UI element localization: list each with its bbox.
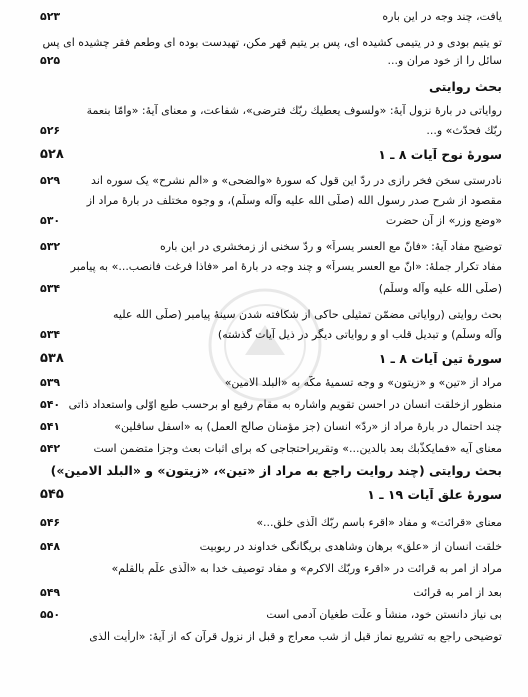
line-text: یافت، چند وجه در این باره <box>382 10 502 23</box>
text-line <box>40 442 502 456</box>
text-line <box>40 194 502 208</box>
line-text: سائل را از خود مران و... <box>387 54 502 67</box>
page-number: ۵۴۹ <box>40 586 61 599</box>
text-line <box>40 352 502 366</box>
text-line <box>40 282 502 296</box>
page-number: ۵۳۸ <box>40 352 64 366</box>
line-text: بحث روایتی (چند روایت راجع به مراد از «تین»، «زیتون» و «البلد الامین») <box>50 464 502 478</box>
line-text: توضیحی راجع به تشریع نماز قبل از شب معراج و قبل از نزول قرآن که از آیۀ: «ارأیت الذی <box>89 630 502 643</box>
page-number: ۵۲۹ <box>40 174 61 187</box>
page-number: ۵۵۰ <box>40 608 61 621</box>
line-text: وآله وسلّم) و تبدیل قلب او و روایاتی دیگر در ذیل آیات گذشته) <box>217 328 502 341</box>
line-text: تو یتیم بودی و در یتیمی کشیده ای، پس بر یتیم قهر مکن، تهیدست بوده ای وطعم فقر چشیده ای پس <box>42 36 502 49</box>
line-text: منظور ازخلقت انسان در احسن تقویم واشاره به مقام رفیع او برحسب طبع اوّلی واستعداد ذاتی <box>68 398 502 411</box>
text-line <box>40 398 502 412</box>
page-number: ۵۳۰ <box>40 214 61 227</box>
line-text: خلقت انسان از «علق» برهان وشاهدی بریگانگی خداوند در ربوبیت <box>199 540 502 553</box>
page-number: ۵۴۱ <box>40 420 61 433</box>
line-text: سورۀ علق آیات ۱۹ ـ ۱ <box>367 488 502 502</box>
text-line <box>40 10 502 24</box>
page-number: ۵۳۴ <box>40 328 61 341</box>
line-text: بحث روایتی (روایاتی مضمّن تمثیلی حاکی از شکافته شدن سینۀ پیامبر (صلّی الله علیه <box>113 308 502 321</box>
line-text: روایاتی در بارۀ نزول آیۀ: «ولسوف یعطیك ربّك فترضی»، شفاعت، و معنای آیۀ: «وامّا بنعمة <box>86 104 502 117</box>
line-text: (صلّی الله علیه وآله وسلّم) <box>378 282 502 295</box>
page-number: ۵۴۸ <box>40 540 61 553</box>
line-text: مراد از امر به قرائت در «اقرء وربّك الاكرم» و مفاد توصیف خدا به «الّذی علّم بالقلم» <box>111 562 502 575</box>
text-line <box>40 608 502 622</box>
line-text: ربّك فحدّث» و... <box>426 124 502 137</box>
text-line <box>40 630 502 644</box>
line-text: معنای «قرائت» و مفاد «اقرء باسم ربّك الّذی خلق...» <box>256 516 502 529</box>
text-line <box>40 420 502 434</box>
line-text: بحث روایتی <box>429 80 502 94</box>
line-text: بعد از امر به قرائت <box>413 586 502 599</box>
page-number: ۵۴۰ <box>40 398 61 411</box>
text-line <box>40 376 502 390</box>
line-text: سورۀ تین آیات ۸ ـ ۱ <box>378 352 502 366</box>
text-line <box>40 80 502 94</box>
line-text: معنای آیه «فمایکذّبك بعد بالدین...» وتقریراحتجاجی که برای اثبات بعث وجزا متضمن است <box>93 442 502 455</box>
line-text: «وضع وزر» از آن حضرت <box>385 214 502 227</box>
text-line <box>40 516 502 530</box>
text-line <box>40 148 502 162</box>
page-number: ۵۳۹ <box>40 376 61 389</box>
text-line <box>40 214 502 228</box>
page-number: ۵۲۳ <box>40 10 61 23</box>
text-line <box>40 540 502 554</box>
page-number: ۵۲۸ <box>40 148 64 162</box>
line-text: بی نیاز دانستن خود، منشأ و علّت طغیان آدمی است <box>266 608 502 621</box>
line-text: چند احتمال در بارۀ مراد از «ردّ» انسان (جز مؤمنان صالح العمل) به «اسفل سافلین» <box>114 420 502 433</box>
line-text: مقصود از شرح صدر رسول الله (صلّی الله علیه وآله وسلّم)، و وجوه مختلف در بارۀ مراد از <box>86 194 502 207</box>
line-text: مراد از «تین» و «زیتون» و وجه تسمیۀ مکّه به «البلد الامین» <box>224 376 502 389</box>
text-line <box>40 586 502 600</box>
text-line <box>40 36 502 50</box>
line-text: مفاد تکرار جملۀ: «انّ مع العسر یسراً» و چند وجه در بارۀ امر «فاذا فرغت فانصب...» به پیامبر <box>70 260 502 273</box>
text-line <box>40 260 502 274</box>
page-number: ۵۲۵ <box>40 54 61 67</box>
text-line <box>40 104 502 118</box>
text-line <box>40 562 502 576</box>
text-line <box>40 174 502 188</box>
page-number: ۵۴۶ <box>40 516 61 529</box>
text-line <box>40 54 502 68</box>
line-text: سورۀ نوح آیات ۸ ـ ۱ <box>378 148 502 162</box>
page-number: ۵۴۵ <box>40 488 64 502</box>
text-line <box>40 124 502 138</box>
page-number: ۵۲۶ <box>40 124 61 137</box>
text-line <box>40 328 502 342</box>
line-text: نادرستی سخن فخر رازی در ردّ این قول که سورۀ «والضحی» و «الم نشرح» یک سوره اند <box>91 174 502 187</box>
text-line <box>40 308 502 322</box>
text-line <box>40 240 502 254</box>
line-text: توضیح مفاد آیۀ: «فانّ مع العسر یسراً» و ردّ سخنی از زمخشری در این باره <box>159 240 502 253</box>
page-number: ۵۴۲ <box>40 442 61 455</box>
page-number: ۵۳۴ <box>40 282 61 295</box>
text-line <box>40 488 502 502</box>
page-number: ۵۳۲ <box>40 240 61 253</box>
text-line <box>40 464 502 478</box>
